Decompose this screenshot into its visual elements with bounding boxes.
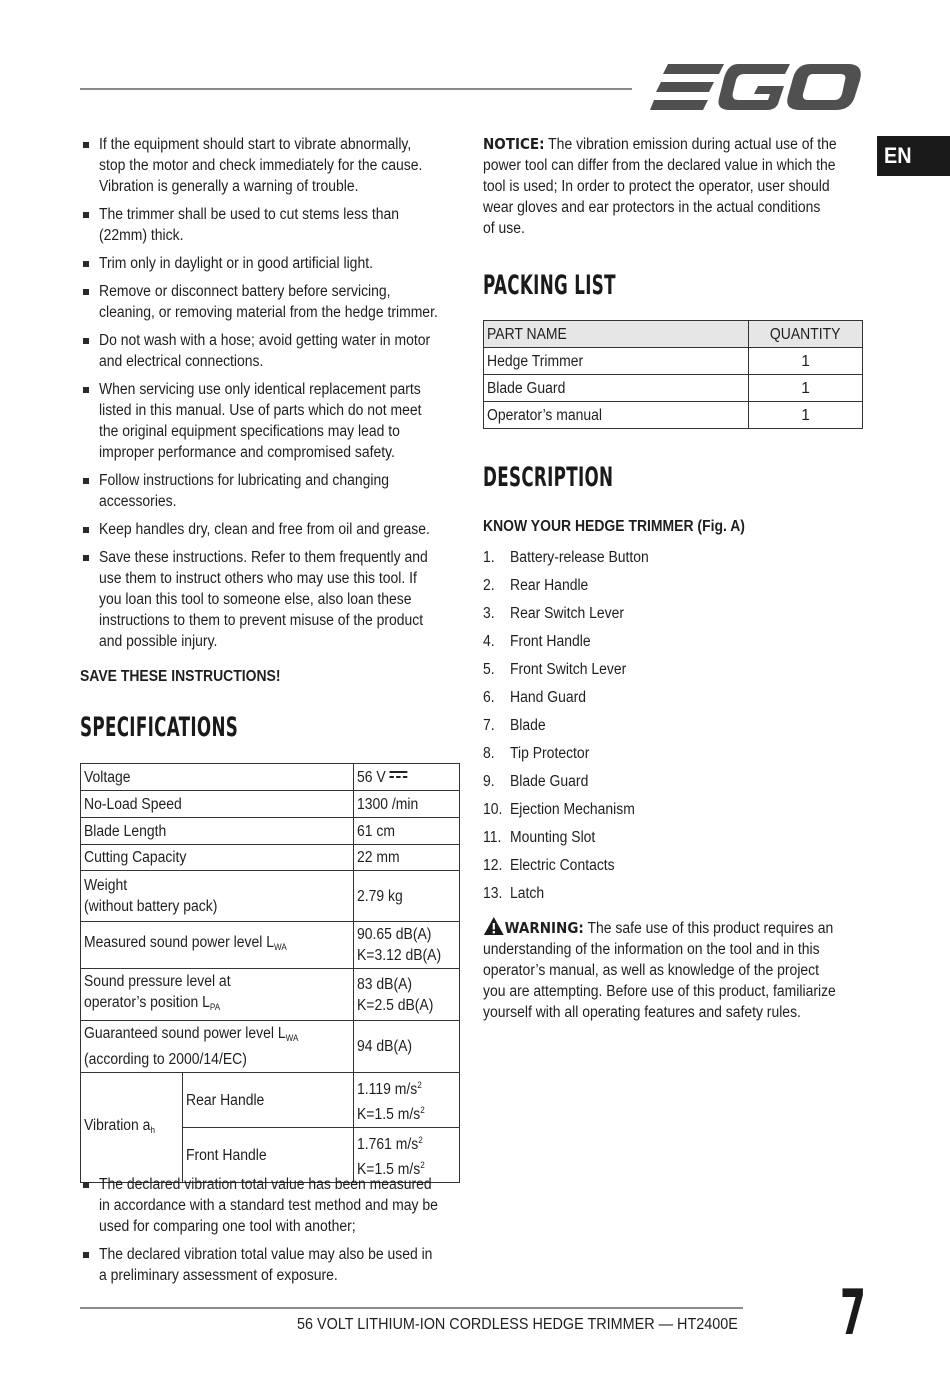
- part-item: 8. Tip Protector: [483, 745, 590, 762]
- part-item: 11. Mounting Slot: [483, 829, 596, 846]
- warning-label: WARNING:: [504, 919, 584, 937]
- parts-list: [483, 547, 667, 911]
- footer-title: 56 VOLT LITHIUM-ION CORDLESS HEDGE TRIMMER — HT2400E: [297, 1316, 738, 1333]
- bullet-item: The trimmer shall be used to cut stems less than (22mm) thick.: [80, 204, 465, 246]
- part-item: 3. Rear Switch Lever: [483, 605, 624, 622]
- packing-row: Operator’s manual 1: [484, 402, 863, 429]
- part-item: 12. Electric Contacts: [483, 857, 615, 874]
- packing-row: Blade Guard 1: [484, 375, 863, 402]
- part-item: 5. Front Switch Lever: [483, 661, 627, 678]
- spec-row: Vibration $a_h$ Rear Handle 1.119 $m/s^2$ K=1.5 $m/s^2$: [81, 1073, 460, 1128]
- specifications-title: SPECIFICATIONS: [80, 712, 239, 743]
- description-section: [483, 462, 868, 902]
- spec-row: Sound pressure level at operator’s position $L_{PA}$ 83 dB(A) K=2.5 dB(A): [81, 969, 460, 1021]
- description-title: DESCRIPTION: [483, 462, 614, 493]
- spec-row: Weight (without battery pack) 2.79 kg: [81, 871, 460, 922]
- spec-row: Measured sound power level $L_{WA}$ 90.65 dB(A) K=3.12 dB(A): [81, 922, 460, 969]
- part-item: 6. Hand Guard: [483, 689, 587, 706]
- dc-symbol-icon: [390, 770, 408, 780]
- notice-paragraph: NOTICE: The vibration emission during actual use of the power tool can differ from the declared value in which the tool is used; In order to protect the operator, user should wear gloves and ear protectors in the actual conditions of use.: [483, 135, 837, 237]
- specifications-table: [80, 763, 460, 1183]
- vibration-notes: [80, 1174, 465, 1293]
- page-number: 7: [840, 1276, 866, 1349]
- bullet-item: Save these instructions. Refer to them frequently and use them to instruct others who may use this tool. If you loan this tool to someone else, also loan these instructions to them to prevent misuse of the product and possible injury.: [80, 547, 465, 652]
- bullet-item: If the equipment should start to vibrate abnormally, stop the motor and check immediately for the cause. Vibration is generally a warning of trouble.: [80, 134, 465, 197]
- bullet-item: The declared vibration total value may also be used in a preliminary assessment of exposure.: [80, 1244, 465, 1286]
- footer-rule: [80, 1307, 743, 1309]
- spec-row: Cutting Capacity 22 mm: [81, 845, 460, 871]
- packing-list-table: [483, 320, 863, 429]
- warning-triangle-icon: [483, 916, 505, 936]
- bullet-item: When servicing use only identical replacement parts listed in this manual. Use of parts which do not meet the original equipment specifications may lead to improper performance and compromised safety.: [80, 379, 465, 463]
- safety-bullet-list: [80, 134, 465, 652]
- spec-row: Guaranteed sound power level $L_{WA}$ (according to 2000/14/EC) 94 dB(A): [81, 1021, 460, 1073]
- packing-list-title: PACKING LIST: [483, 270, 616, 301]
- bullet-item: Trim only in daylight or in good artificial light.: [80, 253, 465, 274]
- bullet-item: Follow instructions for lubricating and changing accessories.: [80, 470, 465, 512]
- bullet-item: Remove or disconnect battery before servicing, cleaning, or removing material from the hedge trimmer.: [80, 281, 465, 323]
- warning-paragraph: WARNING: The safe use of this product requires an understanding of the information on the tool and in this operator’s manual, as well as knowledge of the project you are attempting. Before use of this product, familiarize yourself with all operating features and safety rules.: [483, 916, 868, 1023]
- ego-logo: [650, 60, 862, 116]
- part-item: 2. Rear Handle: [483, 577, 589, 594]
- part-item: 9. Blade Guard: [483, 773, 589, 790]
- right-column: [483, 134, 868, 301]
- bullet-item: Do not wash with a hose; avoid getting water in motor and electrical connections.: [80, 330, 465, 372]
- left-column: [80, 134, 465, 743]
- vibration-bullet-list: [80, 1174, 465, 1286]
- spec-row: Blade Length 61 cm: [81, 818, 460, 845]
- bullet-item: Keep handles dry, clean and free from oil and grease.: [80, 519, 465, 540]
- language-tab: EN: [877, 136, 950, 176]
- packing-header-row: PART NAME QUANTITY: [484, 321, 863, 348]
- part-item: 4. Front Handle: [483, 633, 591, 650]
- header-rule: [80, 88, 632, 90]
- description-subtitle: KNOW YOUR HEDGE TRIMMER (Fig. A): [483, 518, 745, 535]
- part-item: 10. Ejection Mechanism: [483, 801, 635, 818]
- bullet-item: The declared vibration total value has been measured in accordance with a standard test method and may be used for comparing one tool with another;: [80, 1174, 465, 1237]
- spec-row: Voltage 56 V: [81, 764, 460, 791]
- spec-row: Front Handle 1.761 $m/s^2$ K=1.5 $m/s^2$: [81, 1128, 460, 1183]
- packing-row: Hedge Trimmer 1: [484, 348, 863, 375]
- part-item: 13. Latch: [483, 885, 545, 902]
- spec-row: No-Load Speed 1300 /min: [81, 791, 460, 818]
- part-item: 1. Battery-release Button: [483, 549, 649, 566]
- notice-label: NOTICE:: [483, 135, 545, 153]
- part-item: 7. Blade: [483, 717, 546, 734]
- save-instructions: SAVE THESE INSTRUCTIONS!: [80, 668, 281, 685]
